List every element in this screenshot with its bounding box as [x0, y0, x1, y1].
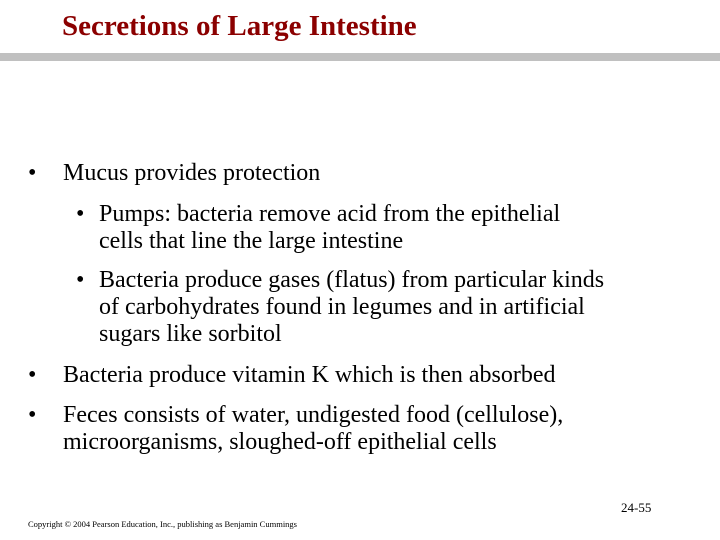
title-divider — [0, 53, 720, 61]
bullet-text — [63, 402, 563, 456]
bullet-dot: • — [76, 201, 85, 227]
bullet-dot: • — [28, 160, 37, 186]
bullet-line: cells that line the large intestine — [99, 228, 404, 254]
bullet-line: Bacteria produce vitamin K which is then absorbed — [63, 362, 556, 388]
bullet-text — [63, 362, 556, 389]
bullet-text — [99, 201, 560, 255]
bullet-dot: • — [28, 402, 37, 428]
bullet-line: microorganisms, sloughed-off epithelial cells — [63, 429, 497, 455]
copyright-notice: Copyright © 2004 Pearson Education, Inc., publishing as Benjamin Cummings — [28, 519, 297, 529]
bullet-dot: • — [76, 267, 85, 293]
bullet-line: sugars like sorbitol — [99, 321, 282, 347]
page-number: 24-55 — [621, 500, 652, 515]
bullet-line: Bacteria produce gases (flatus) from particular kinds — [99, 267, 605, 293]
bullet-line: of carbohydrates found in legumes and in artificial — [99, 294, 585, 320]
bullet-line: Feces consists of water, undigested food (cellulose), — [63, 402, 564, 428]
bullet-text — [63, 160, 320, 187]
bullet-dot: • — [28, 362, 37, 388]
bullet-text — [99, 267, 604, 348]
slide-title: Secretions of Large Intestine — [62, 10, 417, 42]
bullet-line: Pumps: bacteria remove acid from the epithelial — [99, 201, 561, 227]
bullet-line: Mucus provides protection — [63, 160, 321, 186]
